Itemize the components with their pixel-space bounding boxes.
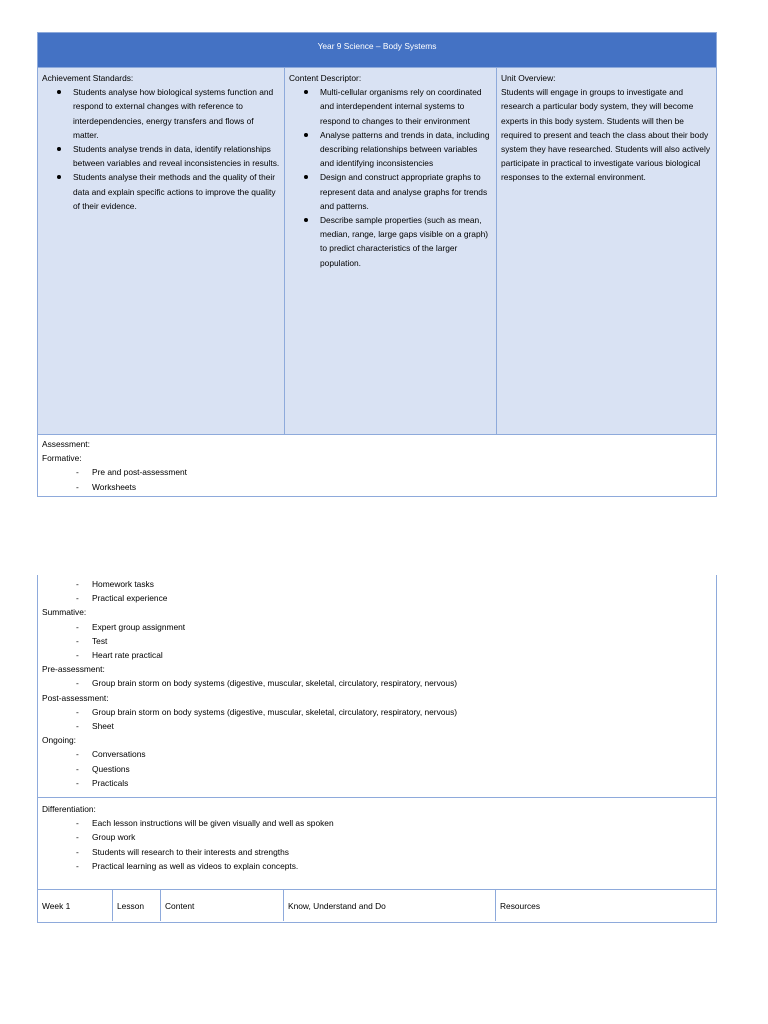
summative-item: - Expert group assignment — [92, 620, 712, 634]
pre-assessment-item: - Group brain storm on body systems (digestive, muscular, skeletal, circulatory, respiratory, nervous) — [92, 676, 712, 690]
summative-list — [42, 620, 712, 663]
ongoing-item: - Questions — [92, 762, 712, 776]
differentiation-list — [42, 816, 712, 873]
differentiation-heading: Differentiation: — [42, 804, 96, 814]
ongoing-label: Ongoing: — [42, 735, 76, 746]
achievement-item: Students analyse their methods and the quality of their data and explain specific actions to improve the quality of their evidence. — [73, 170, 280, 213]
unit-overview-cell — [497, 68, 716, 434]
formative-item: - Homework tasks — [92, 577, 712, 591]
differentiation-item: - Practical learning as well as videos to explain concepts. — [92, 859, 712, 873]
content-descriptor-item: Analyse patterns and trends in data, including describing relationships between variables and identifying inconsistencies — [320, 128, 492, 171]
unit-plan-table-page1 — [37, 32, 717, 497]
pre-assessment-label: Pre-assessment: — [42, 664, 105, 675]
achievement-heading: Achievement Standards: — [42, 73, 134, 83]
achievement-item: Students analyse trends in data, identify relationships between variables and reveal inconsistencies in results. — [73, 142, 280, 170]
achievement-list — [42, 85, 280, 213]
post-assessment-item: - Group brain storm on body systems (digestive, muscular, skeletal, circulatory, respiratory, nervous) — [92, 705, 712, 719]
unit-plan-table-page2 — [37, 575, 717, 923]
post-assessment-list — [42, 705, 712, 733]
content-cell: Content — [161, 890, 284, 921]
content-descriptor-heading: Content Descriptor: — [289, 73, 362, 83]
post-assessment-item: - Sheet — [92, 719, 712, 733]
summative-item: - Test — [92, 634, 712, 648]
formative-item: - Pre and post-assessment — [92, 465, 712, 479]
unit-overview-text: Students will engage in groups to investigate and research a particular body system, they will become experts in this body system. Students will then be required to present and teach the class about their body system they have researched. Students will also actively participate in practical to investigate various biological responses to the external environment. — [501, 87, 711, 183]
assessment-cell-page2 — [38, 575, 716, 797]
formative-label: Formative: — [42, 453, 82, 464]
post-assessment-label: Post-assessment: — [42, 692, 109, 703]
content-descriptor-item: Design and construct appropriate graphs to represent data and analyse graphs for trends and patterns. — [320, 170, 492, 213]
content-descriptor-item: Multi-cellular organisms rely on coordinated and interdependent internal systems to respond to changes to their environment — [320, 85, 492, 128]
content-descriptor-item: Describe sample properties (such as mean, median, range, large gaps visible on a graph) to predict characteristics of the larger population. — [320, 213, 492, 270]
content-descriptor-cell — [285, 68, 497, 434]
ongoing-item: - Conversations — [92, 747, 712, 761]
achievement-item: Students analyse how biological systems function and respond to external changes with reference to interdependencies, energy transfers and flows of matter. — [73, 85, 280, 142]
achievement-standards-cell — [38, 68, 285, 434]
standards-row — [38, 67, 716, 434]
assessment-heading: Assessment: — [42, 439, 90, 449]
differentiation-cell — [38, 797, 716, 889]
differentiation-item: - Students will research to their interests and strengths — [92, 845, 712, 859]
formative-list-continued — [42, 577, 712, 605]
differentiation-item: - Group work — [92, 830, 712, 844]
week-cell: Week 1 — [38, 890, 113, 921]
know-understand-do-cell: Know, Understand and Do — [284, 890, 496, 921]
summative-item: - Heart rate practical — [92, 648, 712, 662]
week-header-row — [38, 889, 716, 921]
assessment-cell-page1 — [38, 434, 716, 497]
resources-cell: Resources — [500, 901, 541, 911]
formative-item: - Practical experience — [92, 591, 712, 605]
lesson-cell: Lesson — [113, 890, 161, 921]
differentiation-item: - Each lesson instructions will be given visually and well as spoken — [92, 816, 712, 830]
unit-title: Year 9 Science – Body Systems — [38, 33, 716, 67]
content-descriptor-list — [289, 85, 492, 270]
summative-label: Summative: — [42, 607, 87, 618]
formative-list — [42, 465, 712, 493]
pre-assessment-list — [42, 676, 712, 690]
ongoing-item: - Practicals — [92, 776, 712, 790]
unit-overview-heading: Unit Overview: — [501, 73, 556, 83]
formative-item: - Worksheets — [92, 480, 712, 494]
ongoing-list — [42, 747, 712, 790]
